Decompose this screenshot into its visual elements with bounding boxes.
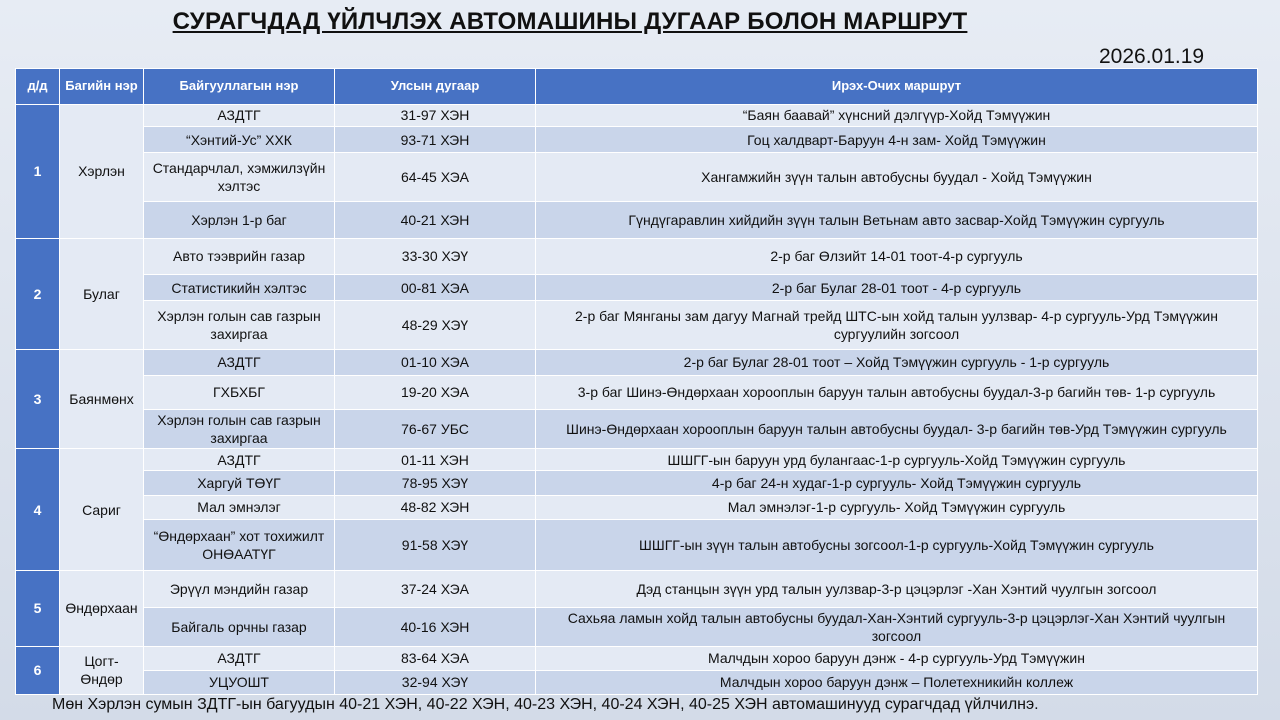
org-name: АЗДТГ bbox=[144, 105, 335, 127]
routes-table bbox=[15, 68, 1258, 695]
table-row bbox=[16, 571, 1258, 608]
bag-name: Сариг bbox=[60, 449, 144, 571]
route-text: Малчдын хороо баруун дэнж - 4-р сургууль-Урд Тэмүүжин bbox=[536, 646, 1258, 670]
route-text: 3-р баг Шинэ-Өндөрхаан хорооплын баруун талын автобусны буудал-3-р багийн төв- 1-р сургууль bbox=[536, 375, 1258, 409]
route-text: “Баян баавай” хүнсний дэлгүүр-Хойд Тэмүүжин bbox=[536, 105, 1258, 127]
row-number: 5 bbox=[16, 571, 60, 647]
bag-name: Хэрлэн bbox=[60, 105, 144, 239]
header-num: д/д bbox=[16, 69, 60, 105]
bag-name: Баянмөнх bbox=[60, 349, 144, 449]
route-text: ШШГГ-ын зүүн талын автобусны зогсоол-1-р сургууль-Хойд Тэмүүжин сургууль bbox=[536, 519, 1258, 570]
plate-number: 48-82 ХЭН bbox=[335, 495, 536, 519]
plate-number: 83-64 ХЭА bbox=[335, 646, 536, 670]
table-row bbox=[16, 301, 1258, 349]
route-text: 2-р баг Булаг 28-01 тоот - 4-р сургууль bbox=[536, 275, 1258, 301]
plate-number: 40-16 ХЭН bbox=[335, 608, 536, 646]
plate-number: 32-94 ХЭҮ bbox=[335, 670, 536, 694]
bag-name: Цогт-Өндөр bbox=[60, 646, 144, 694]
org-name: Хэрлэн голын сав газрын захиргаа bbox=[144, 301, 335, 349]
table-row bbox=[16, 449, 1258, 471]
plate-number: 19-20 ХЭА bbox=[335, 375, 536, 409]
table-row bbox=[16, 153, 1258, 201]
plate-number: 01-11 ХЭН bbox=[335, 449, 536, 471]
row-number: 1 bbox=[16, 105, 60, 239]
table-row bbox=[16, 495, 1258, 519]
org-name: АЗДТГ bbox=[144, 449, 335, 471]
plate-number: 00-81 ХЭА bbox=[335, 275, 536, 301]
org-name: Байгаль орчны газар bbox=[144, 608, 335, 646]
org-name: Хэрлэн голын сав газрын захиргаа bbox=[144, 409, 335, 448]
plate-number: 31-97 ХЭН bbox=[335, 105, 536, 127]
org-name: Стандарчлал, хэмжилзүйн хэлтэс bbox=[144, 153, 335, 201]
table-row bbox=[16, 201, 1258, 238]
plate-number: 48-29 ХЭҮ bbox=[335, 301, 536, 349]
table-row bbox=[16, 608, 1258, 646]
row-number: 4 bbox=[16, 449, 60, 571]
org-name: АЗДТГ bbox=[144, 349, 335, 375]
route-text: Шинэ-Өндөрхаан хорооплын баруун талын автобусны буудал- 3-р багийн төв-Урд Тэмүүжин сургууль bbox=[536, 409, 1258, 448]
route-text: 4-р баг 24-н худаг-1-р сургууль- Хойд Тэмүүжин сургууль bbox=[536, 471, 1258, 495]
route-text: Гоц халдварт-Баруун 4-н зам- Хойд Тэмүүжин bbox=[536, 127, 1258, 153]
table-row bbox=[16, 238, 1258, 274]
footer-note: Мөн Хэрлэн сумын ЗДТГ-ын багуудын 40-21 ХЭН, 40-22 ХЭН, 40-23 ХЭН, 40-24 ХЭН, 40-25 ХЭН автомашинууд сурагчдад үйлчилнэ. bbox=[52, 696, 1039, 713]
route-text: Гүндүгаравлин хийдийн зүүн талын Ветьнам авто засвар-Хойд Тэмүүжин сургууль bbox=[536, 201, 1258, 238]
org-name: Статистикийн хэлтэс bbox=[144, 275, 335, 301]
route-text: Сахьяа ламын хойд талын автобусны буудал-Хан-Хэнтий сургууль-3-р цэцэрлэг-Хан Хэнтий чуулгын зогсоол bbox=[536, 608, 1258, 646]
table-row bbox=[16, 349, 1258, 375]
table-row bbox=[16, 670, 1258, 694]
plate-number: 78-95 ХЭҮ bbox=[335, 471, 536, 495]
org-name: Мал эмнэлэг bbox=[144, 495, 335, 519]
plate-number: 64-45 ХЭА bbox=[335, 153, 536, 201]
table-row bbox=[16, 519, 1258, 570]
route-text: ШШГГ-ын баруун урд булангаас-1-р сургууль-Хойд Тэмүүжин сургууль bbox=[536, 449, 1258, 471]
org-name: “Хэнтий-Ус” ХХК bbox=[144, 127, 335, 153]
row-number: 3 bbox=[16, 349, 60, 449]
org-name: Авто тээврийн газар bbox=[144, 238, 335, 274]
plate-number: 40-21 ХЭН bbox=[335, 201, 536, 238]
route-text: Мал эмнэлэг-1-р сургууль- Хойд Тэмүүжин сургууль bbox=[536, 495, 1258, 519]
plate-number: 37-24 ХЭА bbox=[335, 571, 536, 608]
row-number: 2 bbox=[16, 238, 60, 349]
org-name: “Өндөрхаан” хот тохижилт ОНӨААТҮГ bbox=[144, 519, 335, 570]
route-text: 2-р баг Өлзийт 14-01 тоот-4-р сургууль bbox=[536, 238, 1258, 274]
header-org: Байгууллагын нэр bbox=[144, 69, 335, 105]
plate-number: 33-30 ХЭҮ bbox=[335, 238, 536, 274]
table-row bbox=[16, 409, 1258, 448]
table-header-row bbox=[16, 69, 1258, 105]
table-row bbox=[16, 646, 1258, 670]
bag-name: Өндөрхаан bbox=[60, 571, 144, 647]
org-name: Хэрлэн 1-р баг bbox=[144, 201, 335, 238]
route-text: Хангамжийн зүүн талын автобусны буудал - Хойд Тэмүүжин bbox=[536, 153, 1258, 201]
row-number: 6 bbox=[16, 646, 60, 694]
route-text: 2-р баг Булаг 28-01 тоот – Хойд Тэмүүжин сургууль - 1-р сургууль bbox=[536, 349, 1258, 375]
header-plate: Улсын дугаар bbox=[335, 69, 536, 105]
table-row bbox=[16, 471, 1258, 495]
org-name: УЦУОШТ bbox=[144, 670, 335, 694]
document-date: 2026.01.19 bbox=[1099, 45, 1205, 68]
header-route: Ирэх-Очих маршрут bbox=[536, 69, 1258, 105]
plate-number: 01-10 ХЭА bbox=[335, 349, 536, 375]
table-row bbox=[16, 127, 1258, 153]
org-name: Эрүүл мэндийн газар bbox=[144, 571, 335, 608]
org-name: ГХБХБГ bbox=[144, 375, 335, 409]
org-name: Харгуй ТӨҮГ bbox=[144, 471, 335, 495]
page-title: СУРАГЧДАД ҮЙЛЧЛЭХ АВТОМАШИНЫ ДУГААР БОЛОН МАРШРУТ bbox=[172, 8, 968, 35]
route-text: Малчдын хороо баруун дэнж – Полетехникийн коллеж bbox=[536, 670, 1258, 694]
table-body bbox=[16, 105, 1258, 695]
plate-number: 91-58 ХЭҮ bbox=[335, 519, 536, 570]
bag-name: Булаг bbox=[60, 238, 144, 349]
route-text: Дэд станцын зүүн урд талын уулзвар-3-р цэцэрлэг -Хан Хэнтий чуулгын зогсоол bbox=[536, 571, 1258, 608]
route-text: 2-р баг Мянганы зам дагуу Магнай трейд ШТС-ын хойд талын уулзвар- 4-р сургууль-Урд Тэмүүжин сургуулийн зогсоол bbox=[536, 301, 1258, 349]
table-row bbox=[16, 105, 1258, 127]
header-bag: Багийн нэр bbox=[60, 69, 144, 105]
table-row bbox=[16, 275, 1258, 301]
org-name: АЗДТГ bbox=[144, 646, 335, 670]
plate-number: 76-67 УБС bbox=[335, 409, 536, 448]
plate-number: 93-71 ХЭН bbox=[335, 127, 536, 153]
table-row bbox=[16, 375, 1258, 409]
